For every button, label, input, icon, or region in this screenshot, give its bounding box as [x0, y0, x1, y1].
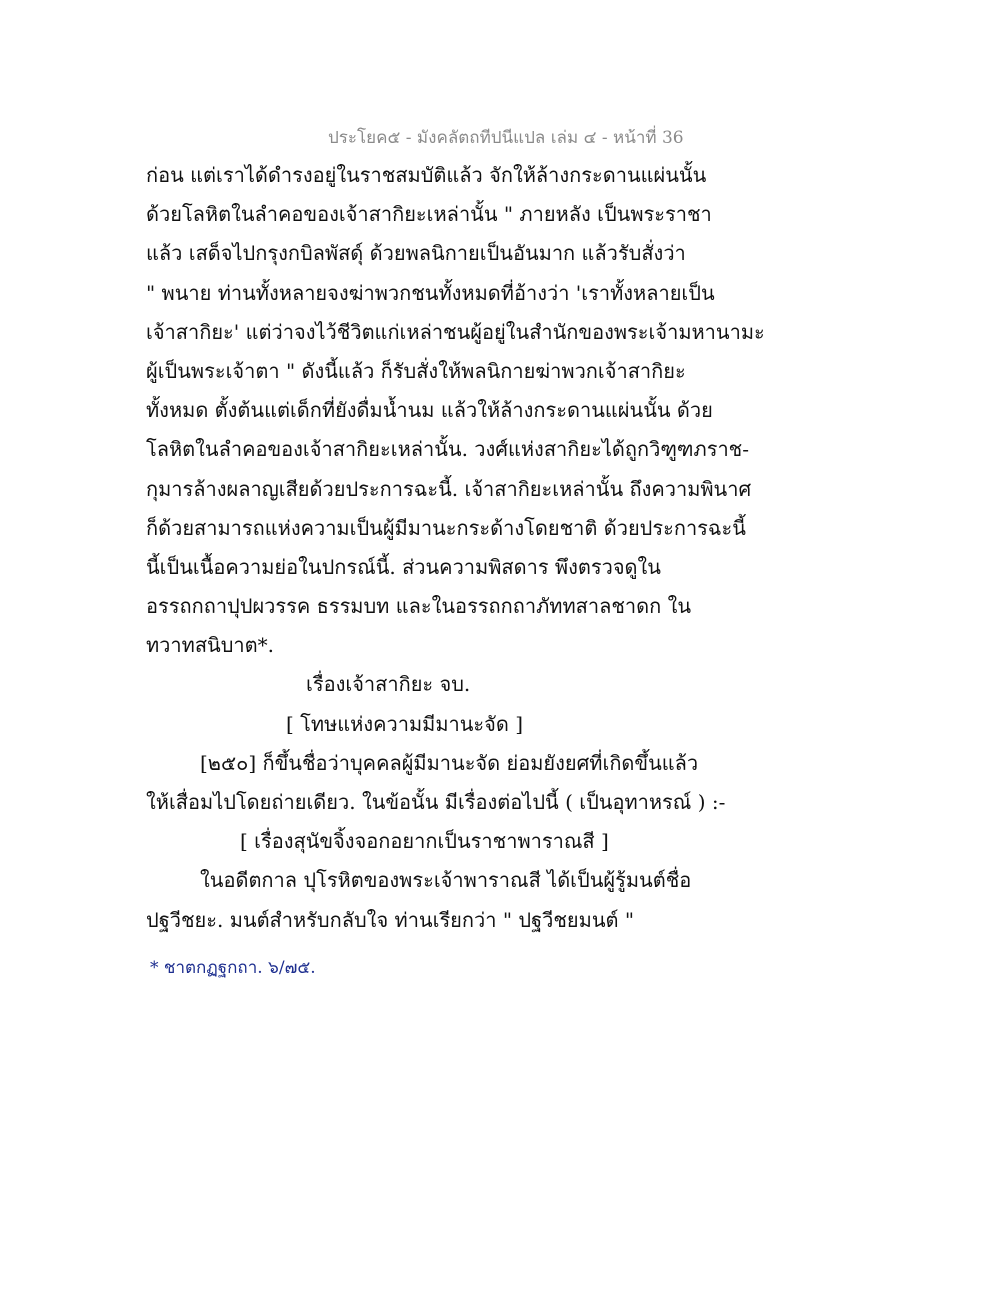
- text-line: ด้วยโลหิตในลำคอของเจ้าสากิยะเหล่านั้น " ภายหลัง เป็นพระราชา: [146, 202, 712, 227]
- story-heading: [ เรื่องสุนัขจิ้งจอกอยากเป็นราชาพาราณสี ]: [240, 829, 609, 854]
- text-line: ก็ด้วยสามารถแห่งความเป็นผู้มีมานะกระด้างโดยชาติ ด้วยประการฉะนี้: [146, 515, 746, 540]
- text-line: " พนาย ท่านทั้งหลายจงฆ่าพวกชนทั้งหมดที่อ้างว่า 'เราทั้งหลายเป็น: [146, 280, 715, 305]
- text-line: เจ้าสากิยะ' แต่ว่าจงไว้ชีวิตแก่เหล่าชนผู้อยู่ในสำนักของพระเจ้ามหานามะ: [146, 319, 765, 344]
- paragraph-line: [๒๕๐] ก็ขึ้นชื่อว่าบุคคลผู้มีมานะจัด ย่อมยังยศที่เกิดขึ้นแล้ว: [200, 750, 699, 775]
- text-line: นี้เป็นเนื้อความย่อในปกรณ์นี้. ส่วนความพิสดาร พึงตรวจดูใน: [146, 554, 661, 579]
- story-end-line: เรื่องเจ้าสากิยะ จบ.: [306, 672, 471, 697]
- body-text: [146, 156, 765, 940]
- text-line: แล้ว เสด็จไปกรุงกบิลพัสดุ์ ด้วยพลนิกายเป็นอันมาก แล้วรับสั่งว่า: [146, 241, 686, 266]
- page-header: ประโยค๕ - มังคลัตถทีปนีแปล เล่ม ๔ - หน้าที่ 36: [328, 128, 684, 148]
- paragraph-line: ในอดีตกาล ปุโรหิตของพระเจ้าพาราณสี ได้เป็นผู้รู้มนต์ชื่อ: [200, 868, 692, 893]
- text-line: ทั้งหมด ตั้งต้นแต่เด็กที่ยังดื่มน้ำนม แล้วให้ล้างกระดานแผ่นนั้น ด้วย: [146, 398, 713, 423]
- text-line: ก่อน แต่เราได้ดำรงอยู่ในราชสมบัติแล้ว จักให้ล้างกระดานแผ่นนั้น: [146, 163, 707, 187]
- text-line: กุมารล้างผลาญเสียด้วยประการฉะนี้. เจ้าสากิยะเหล่านั้น ถึงความพินาศ: [146, 476, 752, 501]
- paragraph-line: ให้เสื่อมไปโดยถ่ายเดียว. ในข้อนั้น มีเรื่องต่อไปนี้ ( เป็นอุทาหรณ์ ) :-: [146, 790, 726, 814]
- text-line: โลหิตในลำคอของเจ้าสากิยะเหล่านั้น. วงศ์แห่งสากิยะได้ถูกวิฑูฑภราช-: [146, 437, 750, 462]
- text-line: ทวาทสนิบาต*.: [146, 633, 274, 658]
- section-heading: [ โทษแห่งความมีมานะจัด ]: [286, 711, 524, 736]
- text-line: อรรถกถาปุปผวรรค ธรรมบท และในอรรถกถาภัททสาลชาดก ใน: [146, 594, 692, 619]
- footnote: * ชาตกฏฐกถา. ๖/๗๕.: [150, 958, 316, 978]
- paragraph-line: ปฐวีชยะ. มนต์สำหรับกลับใจ ท่านเรียกว่า " ปฐวีชยมนต์ ": [146, 907, 635, 932]
- text-line: ผู้เป็นพระเจ้าตา " ดังนี้แล้ว ก็รับสั่งให้พลนิกายฆ่าพวกเจ้าสากิยะ: [146, 358, 686, 383]
